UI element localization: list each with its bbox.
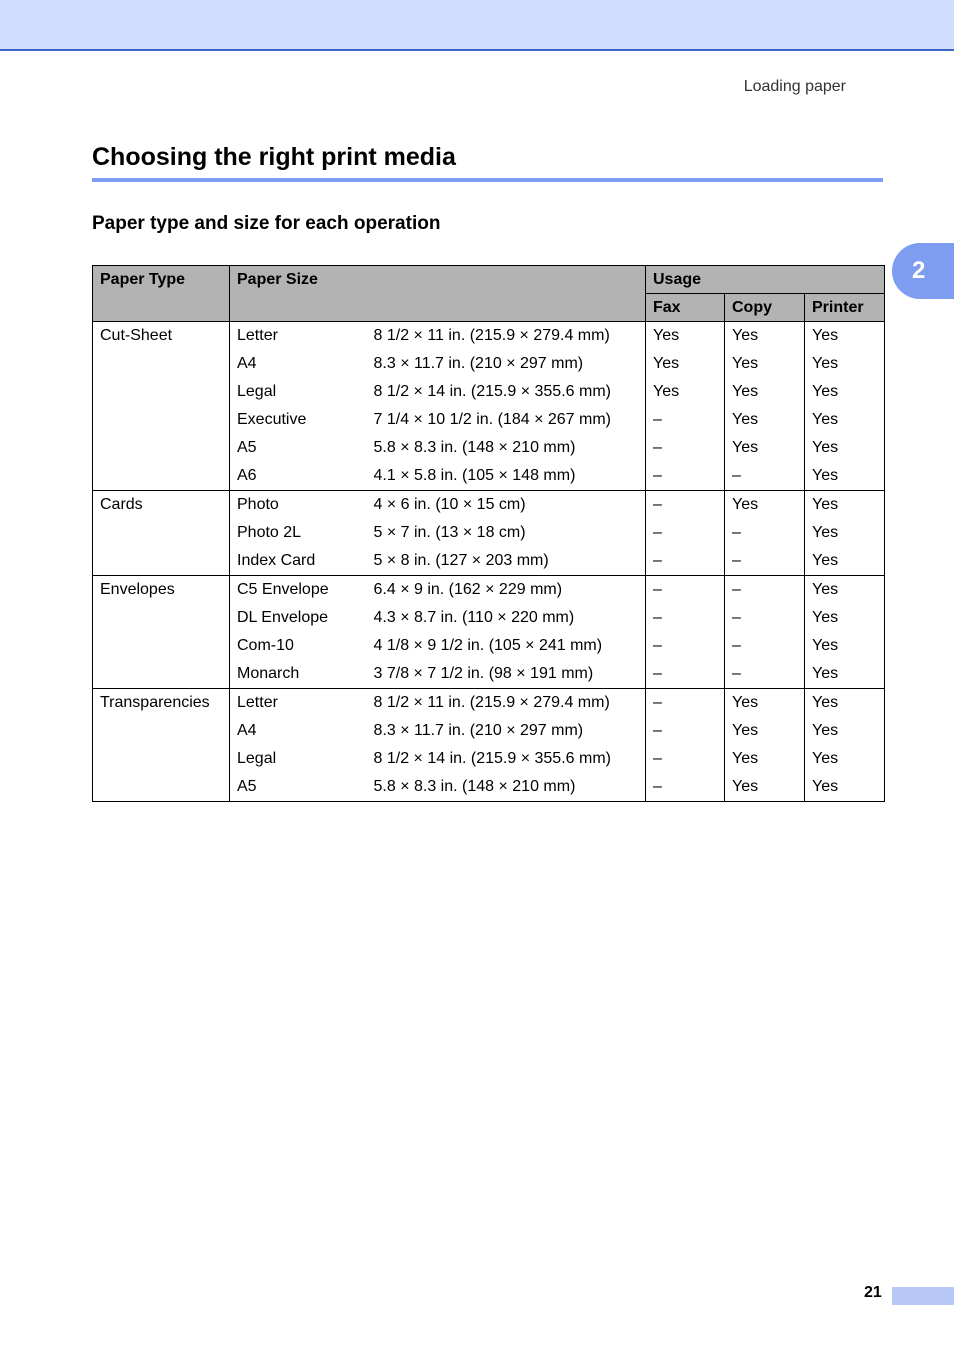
usage-printer-value: Yes bbox=[812, 722, 839, 739]
page-title: Choosing the right print media bbox=[92, 143, 456, 171]
usage-fax-value: – bbox=[653, 524, 662, 541]
usage-fax-cell bbox=[646, 689, 725, 802]
paper-type-label: Cut-Sheet bbox=[100, 327, 173, 344]
usage-printer-value: Yes bbox=[812, 637, 839, 654]
paper-size-name: Index Card bbox=[237, 552, 316, 569]
chapter-number: 2 bbox=[912, 257, 926, 284]
usage-copy-value: – bbox=[732, 581, 741, 598]
table-group-row bbox=[93, 576, 885, 689]
usage-printer-value: Yes bbox=[812, 609, 839, 626]
page-number: 21 bbox=[864, 1284, 882, 1301]
paper-size-dimensions: 8 1/2 × 11 in. (215.9 × 279.4 mm) bbox=[373, 327, 610, 344]
usage-copy-cell bbox=[725, 689, 805, 802]
usage-copy-value: Yes bbox=[732, 496, 759, 513]
paper-size-dimensions: 8 1/2 × 14 in. (215.9 × 355.6 mm) bbox=[373, 383, 611, 400]
usage-copy-value: Yes bbox=[732, 694, 759, 711]
usage-copy-value: – bbox=[732, 467, 741, 484]
media-table bbox=[92, 265, 885, 802]
usage-copy-value: Yes bbox=[732, 355, 759, 372]
paper-size-name-cell bbox=[230, 689, 367, 802]
usage-printer-value: Yes bbox=[812, 439, 839, 456]
paper-size-dimensions: 8 1/2 × 14 in. (215.9 × 355.6 mm) bbox=[373, 750, 611, 767]
section-subtitle: Paper type and size for each operation bbox=[92, 213, 441, 234]
table-group-row bbox=[93, 491, 885, 576]
usage-printer-value: Yes bbox=[812, 383, 839, 400]
paper-type-label: Envelopes bbox=[100, 581, 175, 598]
usage-fax-value: – bbox=[653, 637, 662, 654]
header-paper-size: Paper Size bbox=[230, 266, 646, 322]
usage-printer-value: Yes bbox=[812, 524, 839, 541]
usage-fax-value: Yes bbox=[653, 327, 680, 344]
usage-fax-value: – bbox=[653, 778, 662, 795]
usage-copy-value: Yes bbox=[732, 411, 759, 428]
paper-size-name: Legal bbox=[237, 383, 277, 400]
usage-copy-value: – bbox=[732, 552, 741, 569]
usage-copy-cell bbox=[725, 491, 805, 576]
usage-printer-value: Yes bbox=[812, 665, 839, 682]
paper-size-dimensions: 6.4 × 9 in. (162 × 229 mm) bbox=[373, 581, 563, 598]
usage-fax-value: – bbox=[653, 439, 662, 456]
paper-size-dimensions: 5.8 × 8.3 in. (148 × 210 mm) bbox=[373, 439, 576, 456]
paper-size-name: Com-10 bbox=[237, 637, 294, 654]
usage-copy-value: Yes bbox=[732, 383, 759, 400]
usage-fax-value: – bbox=[653, 496, 662, 513]
usage-copy-value: Yes bbox=[732, 439, 759, 456]
usage-fax-value: – bbox=[653, 665, 662, 682]
paper-size-name: A5 bbox=[237, 439, 257, 456]
paper-type-cell bbox=[93, 576, 230, 689]
usage-copy-value: – bbox=[732, 524, 741, 541]
usage-copy-value: – bbox=[732, 665, 741, 682]
paper-size-dimensions: 5.8 × 8.3 in. (148 × 210 mm) bbox=[373, 778, 576, 795]
paper-type-label: Transparencies bbox=[100, 694, 210, 711]
usage-printer-value: Yes bbox=[812, 750, 839, 767]
paper-size-name: Executive bbox=[237, 411, 307, 428]
usage-fax-value: – bbox=[653, 750, 662, 767]
usage-copy-value: Yes bbox=[732, 722, 759, 739]
usage-printer-cell bbox=[805, 689, 885, 802]
usage-printer-value: Yes bbox=[812, 355, 839, 372]
paper-size-dimensions: 7 1/4 × 10 1/2 in. (184 × 267 mm) bbox=[373, 411, 611, 428]
usage-printer-value: Yes bbox=[812, 467, 839, 484]
paper-type-cell bbox=[93, 491, 230, 576]
table-group-row bbox=[93, 689, 885, 802]
header-paper-type: Paper Type bbox=[93, 266, 230, 322]
paper-size-dimensions: 5 × 8 in. (127 × 203 mm) bbox=[373, 552, 549, 569]
paper-size-dimensions: 8.3 × 11.7 in. (210 × 297 mm) bbox=[373, 722, 584, 739]
usage-printer-value: Yes bbox=[812, 411, 839, 428]
paper-size-name: Letter bbox=[237, 327, 278, 344]
paper-size-name: A6 bbox=[237, 467, 257, 484]
table-group-row bbox=[93, 322, 885, 491]
usage-printer-value: Yes bbox=[812, 496, 839, 513]
paper-size-name: A5 bbox=[237, 778, 257, 795]
header-copy: Copy bbox=[725, 294, 805, 322]
paper-size-dimensions-cell bbox=[367, 689, 646, 802]
table-body bbox=[93, 322, 885, 802]
usage-printer-cell bbox=[805, 576, 885, 689]
usage-fax-value: – bbox=[653, 609, 662, 626]
usage-printer-value: Yes bbox=[812, 778, 839, 795]
usage-fax-cell bbox=[646, 576, 725, 689]
paper-size-name: C5 Envelope bbox=[237, 581, 329, 598]
paper-size-dimensions: 4.3 × 8.7 in. (110 × 220 mm) bbox=[373, 609, 575, 626]
paper-size-dimensions: 8 1/2 × 11 in. (215.9 × 279.4 mm) bbox=[373, 694, 610, 711]
usage-copy-value: Yes bbox=[732, 778, 759, 795]
paper-size-dimensions: 5 × 7 in. (13 × 18 cm) bbox=[373, 524, 526, 541]
paper-size-name: A4 bbox=[237, 722, 257, 739]
paper-size-dimensions-cell bbox=[367, 491, 646, 576]
paper-size-name: A4 bbox=[237, 355, 257, 372]
usage-fax-value: – bbox=[653, 581, 662, 598]
paper-type-cell bbox=[93, 322, 230, 491]
paper-size-name: DL Envelope bbox=[237, 609, 329, 626]
usage-copy-value: Yes bbox=[732, 750, 759, 767]
header-band bbox=[0, 0, 954, 51]
usage-copy-value: – bbox=[732, 637, 741, 654]
usage-copy-cell bbox=[725, 322, 805, 491]
usage-fax-value: – bbox=[653, 722, 662, 739]
header-usage: Usage bbox=[646, 266, 885, 294]
paper-size-dimensions-cell bbox=[367, 576, 646, 689]
paper-size-name: Monarch bbox=[237, 665, 300, 682]
title-underline bbox=[92, 178, 883, 182]
paper-size-name: Photo 2L bbox=[237, 524, 302, 541]
paper-size-name-cell bbox=[230, 322, 367, 491]
usage-printer-value: Yes bbox=[812, 694, 839, 711]
paper-size-dimensions: 4 × 6 in. (10 × 15 cm) bbox=[373, 496, 526, 513]
running-head: Loading paper bbox=[743, 78, 846, 95]
paper-size-name-cell bbox=[230, 491, 367, 576]
usage-printer-value: Yes bbox=[812, 552, 839, 569]
usage-fax-value: – bbox=[653, 411, 662, 428]
header-fax: Fax bbox=[646, 294, 725, 322]
usage-printer-value: Yes bbox=[812, 581, 839, 598]
paper-size-dimensions-cell bbox=[367, 322, 646, 491]
usage-copy-value: Yes bbox=[732, 327, 759, 344]
usage-fax-value: – bbox=[653, 552, 662, 569]
chapter-tab bbox=[892, 243, 954, 299]
header-printer: Printer bbox=[805, 294, 885, 322]
paper-size-name: Letter bbox=[237, 694, 278, 711]
usage-fax-value: – bbox=[653, 467, 662, 484]
paper-size-name-cell bbox=[230, 576, 367, 689]
paper-size-dimensions: 8.3 × 11.7 in. (210 × 297 mm) bbox=[373, 355, 584, 372]
paper-type-cell bbox=[93, 689, 230, 802]
paper-size-dimensions: 4.1 × 5.8 in. (105 × 148 mm) bbox=[373, 467, 576, 484]
footer-band bbox=[892, 1287, 954, 1305]
paper-size-name: Legal bbox=[237, 750, 277, 767]
usage-fax-cell bbox=[646, 491, 725, 576]
usage-fax-value: Yes bbox=[653, 355, 680, 372]
paper-size-dimensions: 4 1/8 × 9 1/2 in. (105 × 241 mm) bbox=[373, 637, 603, 654]
usage-copy-value: – bbox=[732, 609, 741, 626]
usage-copy-cell bbox=[725, 576, 805, 689]
paper-size-dimensions: 3 7/8 × 7 1/2 in. (98 × 191 mm) bbox=[373, 665, 594, 682]
paper-type-label: Cards bbox=[100, 496, 143, 513]
usage-printer-cell bbox=[805, 322, 885, 491]
usage-fax-cell bbox=[646, 322, 725, 491]
usage-printer-cell bbox=[805, 491, 885, 576]
usage-fax-value: Yes bbox=[653, 383, 680, 400]
usage-printer-value: Yes bbox=[812, 327, 839, 344]
paper-size-name: Photo bbox=[237, 496, 279, 513]
usage-fax-value: – bbox=[653, 694, 662, 711]
